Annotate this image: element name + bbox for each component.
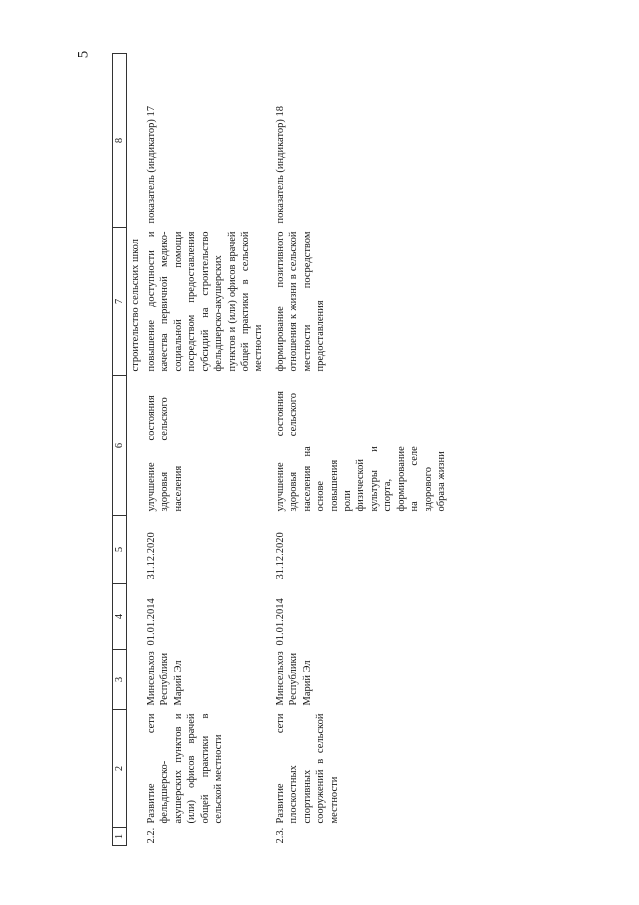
row-number: 2.2.	[145, 827, 157, 844]
activity-name: Развитие сети плоскостных спортивных сооружений в сельской местности	[274, 713, 340, 824]
column-header-1: 1	[113, 828, 127, 846]
row-number: 2.3.	[274, 827, 286, 844]
link-to-indicators: повышение доступности и качества первичной медико-социальной помощи посредством предоставления субсидий на строительство фельдшерско-акушерских пунктов и (или) офисов врачей общей практики в сельской местности	[145, 231, 265, 372]
indicator: показатель (индикатор) 17	[145, 105, 157, 224]
result-cell	[143, 376, 272, 516]
consequence: состояния сельского	[274, 390, 300, 437]
table-row-2-2	[143, 54, 272, 846]
link-to-indicators: формирование позитивного отношения к жизни в сельской местности посредством предоставления	[274, 231, 327, 372]
column-header-2: 2	[113, 710, 127, 828]
result-cell	[272, 376, 455, 516]
consequence: состояния сельского	[145, 395, 171, 441]
column-header-4: 4	[113, 584, 127, 650]
column-header-8: 8	[113, 54, 127, 228]
landscape-page	[112, 54, 547, 846]
table-row-2-3	[272, 54, 455, 846]
indicator: показатель (индикатор) 18	[274, 105, 286, 224]
start-date: 01.01.2014	[145, 598, 157, 646]
start-date: 01.01.2014	[274, 598, 286, 646]
executor: Минсельхоз Республики Марий Эл	[274, 651, 313, 706]
column-header-5: 5	[113, 516, 127, 584]
column-header-6: 6	[113, 376, 127, 516]
continuation-text: строительство сельских школ	[130, 238, 142, 372]
continuation-row	[127, 54, 143, 846]
expected-result: улучшение здоровья населения	[145, 462, 184, 512]
activity-name: Развитие сети фельдшерско-акушерских пунктов и (или) офисов врачей общей практики в сельской местности	[145, 713, 225, 824]
column-header-3: 3	[113, 650, 127, 710]
executor: Минсельхоз Республики Марий Эл	[145, 651, 184, 706]
activities-table	[112, 53, 455, 846]
expected-result: улучшение здоровья населения на основе повышения роли физической культуры и спорта, формирование на селе здорового образа жизни	[274, 446, 448, 512]
end-date: 31.12.2020	[274, 532, 286, 580]
column-header-7: 7	[113, 228, 127, 376]
end-date: 31.12.2020	[145, 532, 157, 580]
page-number: 5	[75, 50, 92, 59]
column-number-header-row	[113, 54, 127, 846]
